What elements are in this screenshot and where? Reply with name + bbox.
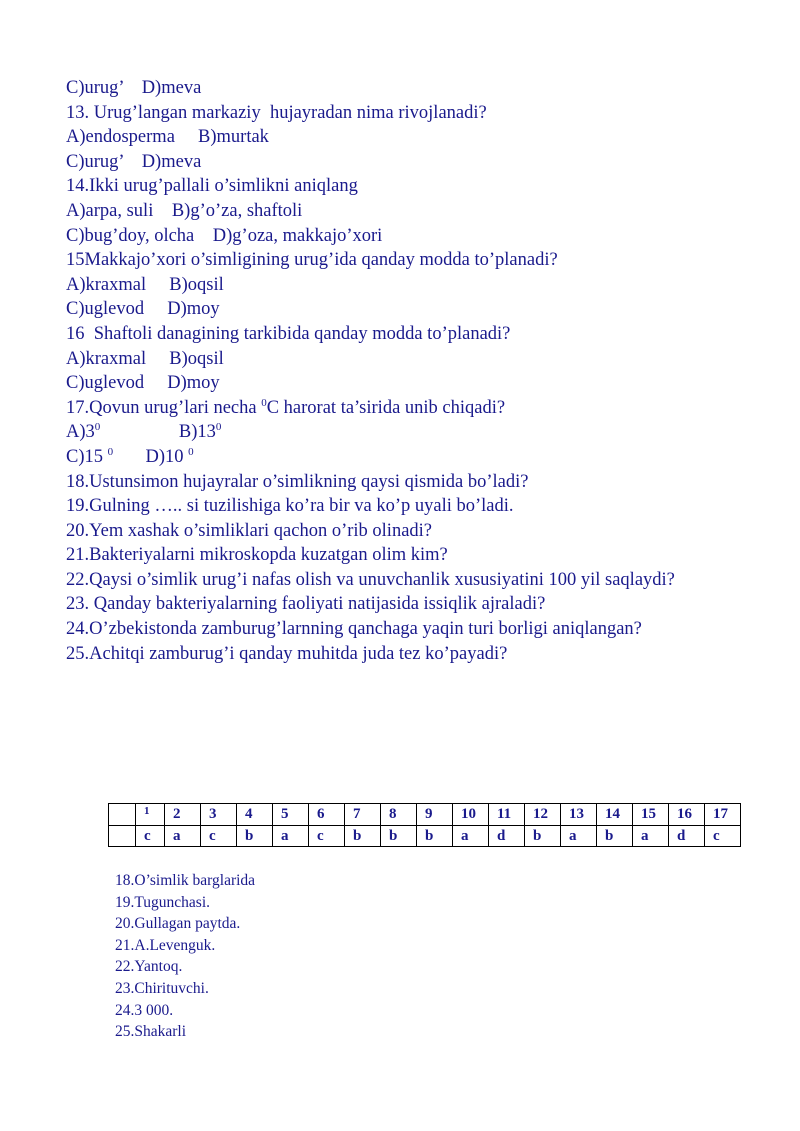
answer-key-item: 24.3 000. xyxy=(115,1001,174,1019)
question-13: 13. Urug’langan markaziy hujayradan nima rivojlanadi? xyxy=(66,102,487,123)
question-16: 16 Shaftoli danagining tarkibida qanday modda to’planadi? xyxy=(66,323,511,344)
table-cell-answer: a xyxy=(273,826,309,847)
table-cell-answer: d xyxy=(489,826,525,847)
question-line: A)arpa, suli B)g’o’za, shaftoli xyxy=(66,200,303,221)
question-21: 21.Bakteriyalarni mikroskopda kuzatgan olim kim? xyxy=(66,545,448,566)
answer-key-item: 23.Chirituvchi. xyxy=(115,979,209,997)
table-cell-number: 11 xyxy=(489,804,525,826)
answer-table xyxy=(108,803,741,847)
question-line: A)endosperma B)murtak xyxy=(66,127,269,148)
question-line: A)kraxmal B)oqsil xyxy=(66,348,224,369)
table-cell-number: 5 xyxy=(273,804,309,826)
table-cell-answer: a xyxy=(453,826,489,847)
answer-key-item: 20.Gullagan paytda. xyxy=(115,915,241,933)
table-cell-answer: b xyxy=(525,826,561,847)
question-line: C)urug’ D)meva xyxy=(66,151,202,172)
table-cell-answer: b xyxy=(597,826,633,847)
question-line: $A)3^0$ $B)13^0$ xyxy=(66,421,222,443)
question-20: 20.Yem xashak o’simliklari qachon o’rib olinadi? xyxy=(66,520,433,541)
answer-key-item: 18.O’simlik barglarida xyxy=(115,872,256,889)
question-line: C)uglevod D)moy xyxy=(66,299,220,320)
question-list xyxy=(66,76,766,666)
table-cell-answer: c xyxy=(201,826,237,847)
question-19: 19.Gulning ….. si tuzilishiga ko’ra bir va ko’p uyali bo’ladi. xyxy=(66,496,514,517)
question-line: C)urug’ D)meva xyxy=(66,78,202,98)
question-14: 14.Ikki urug’pallali o’simlikni aniqlang xyxy=(66,176,358,197)
question-line: A)kraxmal B)oqsil xyxy=(66,274,224,295)
question-line: C)bug’doy, olcha D)g’oza, makkajo’xori xyxy=(66,225,383,246)
table-cell-answer: d xyxy=(669,826,705,847)
table-cell-number: 15 xyxy=(633,804,669,826)
table-cell-number: 12 xyxy=(525,804,561,826)
table-cell-number: 13 xyxy=(561,804,597,826)
answer-key-list xyxy=(115,870,255,1043)
table-cell-number: 8 xyxy=(381,804,417,826)
table-cell-answer: b xyxy=(417,826,453,847)
table-cell-number: 17 xyxy=(705,804,741,826)
table-cell-blank xyxy=(109,826,136,847)
question-18: 18.Ustunsimon hujayralar o’simlikning qaysi qismida bo’ladi? xyxy=(66,471,529,492)
table-cell-number: 4 xyxy=(237,804,273,826)
table-cell-answer: a xyxy=(561,826,597,847)
table-cell-number: 1 xyxy=(136,804,165,826)
table-cell-answer: b xyxy=(381,826,417,847)
table-cell-answer: b xyxy=(237,826,273,847)
question-24: 24.O’zbekistonda zamburug’larnning qanchaga yaqin turi borligi aniqlangan? xyxy=(66,619,642,640)
table-cell-answer: b xyxy=(345,826,381,847)
table-cell-number: 10 xyxy=(453,804,489,826)
question-line: C)15 $^0$ D)10 $^0$ xyxy=(66,445,194,467)
question-17: 17.Qovun urug’lari necha $^0$C harorat ta’sirida unib chiqadi? xyxy=(66,396,506,418)
table-cell-number: 3 xyxy=(201,804,237,826)
table-row-numbers xyxy=(109,804,741,826)
table-cell-answer: a xyxy=(165,826,201,847)
table-cell-number: 9 xyxy=(417,804,453,826)
table-cell-number: 16 xyxy=(669,804,705,826)
table-cell-answer: c xyxy=(309,826,345,847)
table-cell-answer: c xyxy=(136,826,165,847)
answer-key-item: 19.Tugunchasi. xyxy=(115,893,211,911)
table-cell-number: 6 xyxy=(309,804,345,826)
question-25: 25.Achitqi zamburug’i qanday muhitda juda tez ko’payadi? xyxy=(66,643,508,664)
answer-key-item: 21.A.Levenguk. xyxy=(115,936,216,954)
table-cell-answer: c xyxy=(705,826,741,847)
answer-key-item: 22.Yantoq. xyxy=(115,958,183,976)
table-cell-number: 14 xyxy=(597,804,633,826)
table-cell-number: 7 xyxy=(345,804,381,826)
table-cell-answer: a xyxy=(633,826,669,847)
table-cell-number: 2 xyxy=(165,804,201,826)
answer-key-item: 25.Shakarli xyxy=(115,1023,187,1041)
table-row-answers xyxy=(109,826,741,847)
question-line: C)uglevod D)moy xyxy=(66,373,220,394)
table-cell-blank xyxy=(109,804,136,826)
question-15: 15Makkajo’xori o’simligining urug’ida qanday modda to’planadi? xyxy=(66,250,558,271)
question-22: 22.Qaysi o’simlik urug’i nafas olish va unuvchanlik xususiyatini 100 yil saqlaydi? xyxy=(66,569,675,590)
question-23: 23. Qanday bakteriyalarning faoliyati natijasida issiqlik ajraladi? xyxy=(66,594,546,615)
